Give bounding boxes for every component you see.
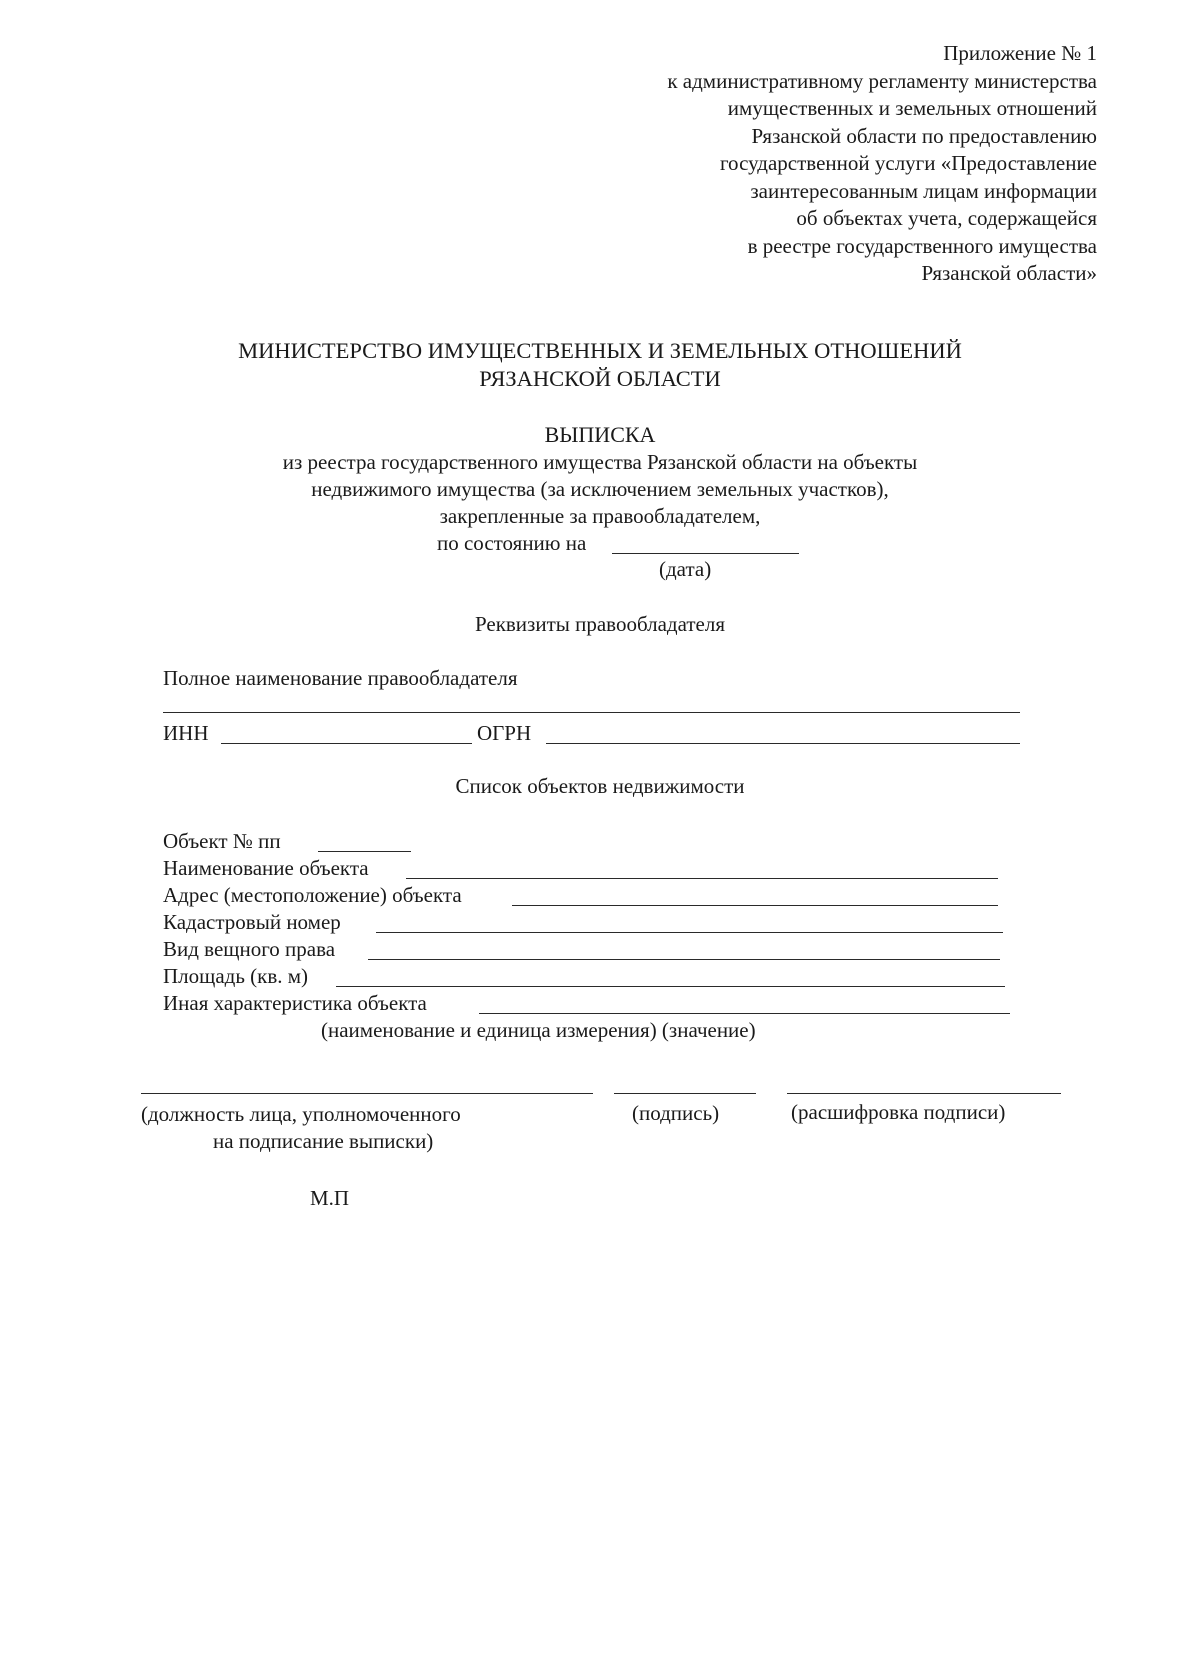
holder-full-name-label: Полное наименование правообладателя [163,666,518,690]
object-number-label: Объект № пп [163,829,281,853]
extract-line3: закрепленные за правообладателем, [439,504,761,528]
object-name-label: Наименование объекта [163,856,369,880]
object-name-line[interactable] [406,878,998,879]
signature-line[interactable] [614,1093,756,1094]
stamp-place: М.П [310,1186,350,1210]
area-label: Площадь (кв. м) [163,964,309,988]
date-field-line[interactable] [612,553,799,554]
signature-decode-caption: (расшифровка подписи) [791,1100,1006,1124]
ministry-title-line1: МИНИСТЕРСТВО ИМУЩЕСТВЕННЫХ И ЗЕМЕЛЬНЫХ ОТНОШЕНИЙ [238,338,962,363]
appendix-line: в реестре государственного имущества [747,233,1097,258]
ogrn-label: ОГРН [477,721,532,745]
signature-caption: (подпись) [632,1101,720,1125]
object-address-label: Адрес (местоположение) объекта [163,883,462,907]
appendix-line: Рязанской области» [921,261,1097,285]
extract-line2: недвижимого имущества (за исключением земельных участков), [311,477,889,501]
other-characteristic-label: Иная характеристика объекта [163,991,427,1015]
inn-label: ИНН [163,721,209,745]
area-line[interactable] [336,986,1005,987]
signature-decode-line[interactable] [787,1093,1061,1094]
object-address-line[interactable] [512,905,998,906]
appendix-line: к административному регламенту министерства [667,68,1097,93]
as-of-label: по состоянию на [437,531,587,555]
other-characteristic-line[interactable] [479,1013,1010,1014]
appendix-line: заинтересованным лицам информации [750,178,1097,203]
other-characteristic-caption: (наименование и единица измерения) (значение) [321,1018,756,1042]
appendix-line: Рязанской области по предоставлению [751,123,1097,148]
appendix-line: об объектах учета, содержащейся [796,206,1097,230]
right-type-line[interactable] [368,959,1000,960]
appendix-line: имущественных и земельных отношений [727,96,1097,120]
position-line[interactable] [141,1093,593,1094]
holder-full-name-line[interactable] [163,712,1020,713]
position-caption-line1: (должность лица, уполномоченного [141,1102,461,1126]
extract-line1: из реестра государственного имущества Рязанской области на объекты [282,450,918,474]
right-type-label: Вид вещного права [163,937,336,961]
appendix-header [667,40,1097,288]
cadastral-number-line[interactable] [376,932,1003,933]
ogrn-field-line[interactable] [546,743,1020,744]
ministry-title-line2: РЯЗАНСКОЙ ОБЛАСТИ [479,366,721,391]
holder-section-title: Реквизиты правообладателя [474,612,726,636]
position-caption-line2: на подписание выписки) [213,1129,434,1153]
object-number-line[interactable] [318,851,411,852]
cadastral-number-label: Кадастровый номер [163,910,341,934]
inn-field-line[interactable] [221,743,472,744]
appendix-line: государственной услуги «Предоставление [719,151,1097,175]
objects-section-title: Список объектов недвижимости [455,774,745,798]
appendix-line: Приложение № 1 [943,41,1097,65]
date-caption: (дата) [659,557,712,581]
extract-title: ВЫПИСКА [544,422,656,447]
